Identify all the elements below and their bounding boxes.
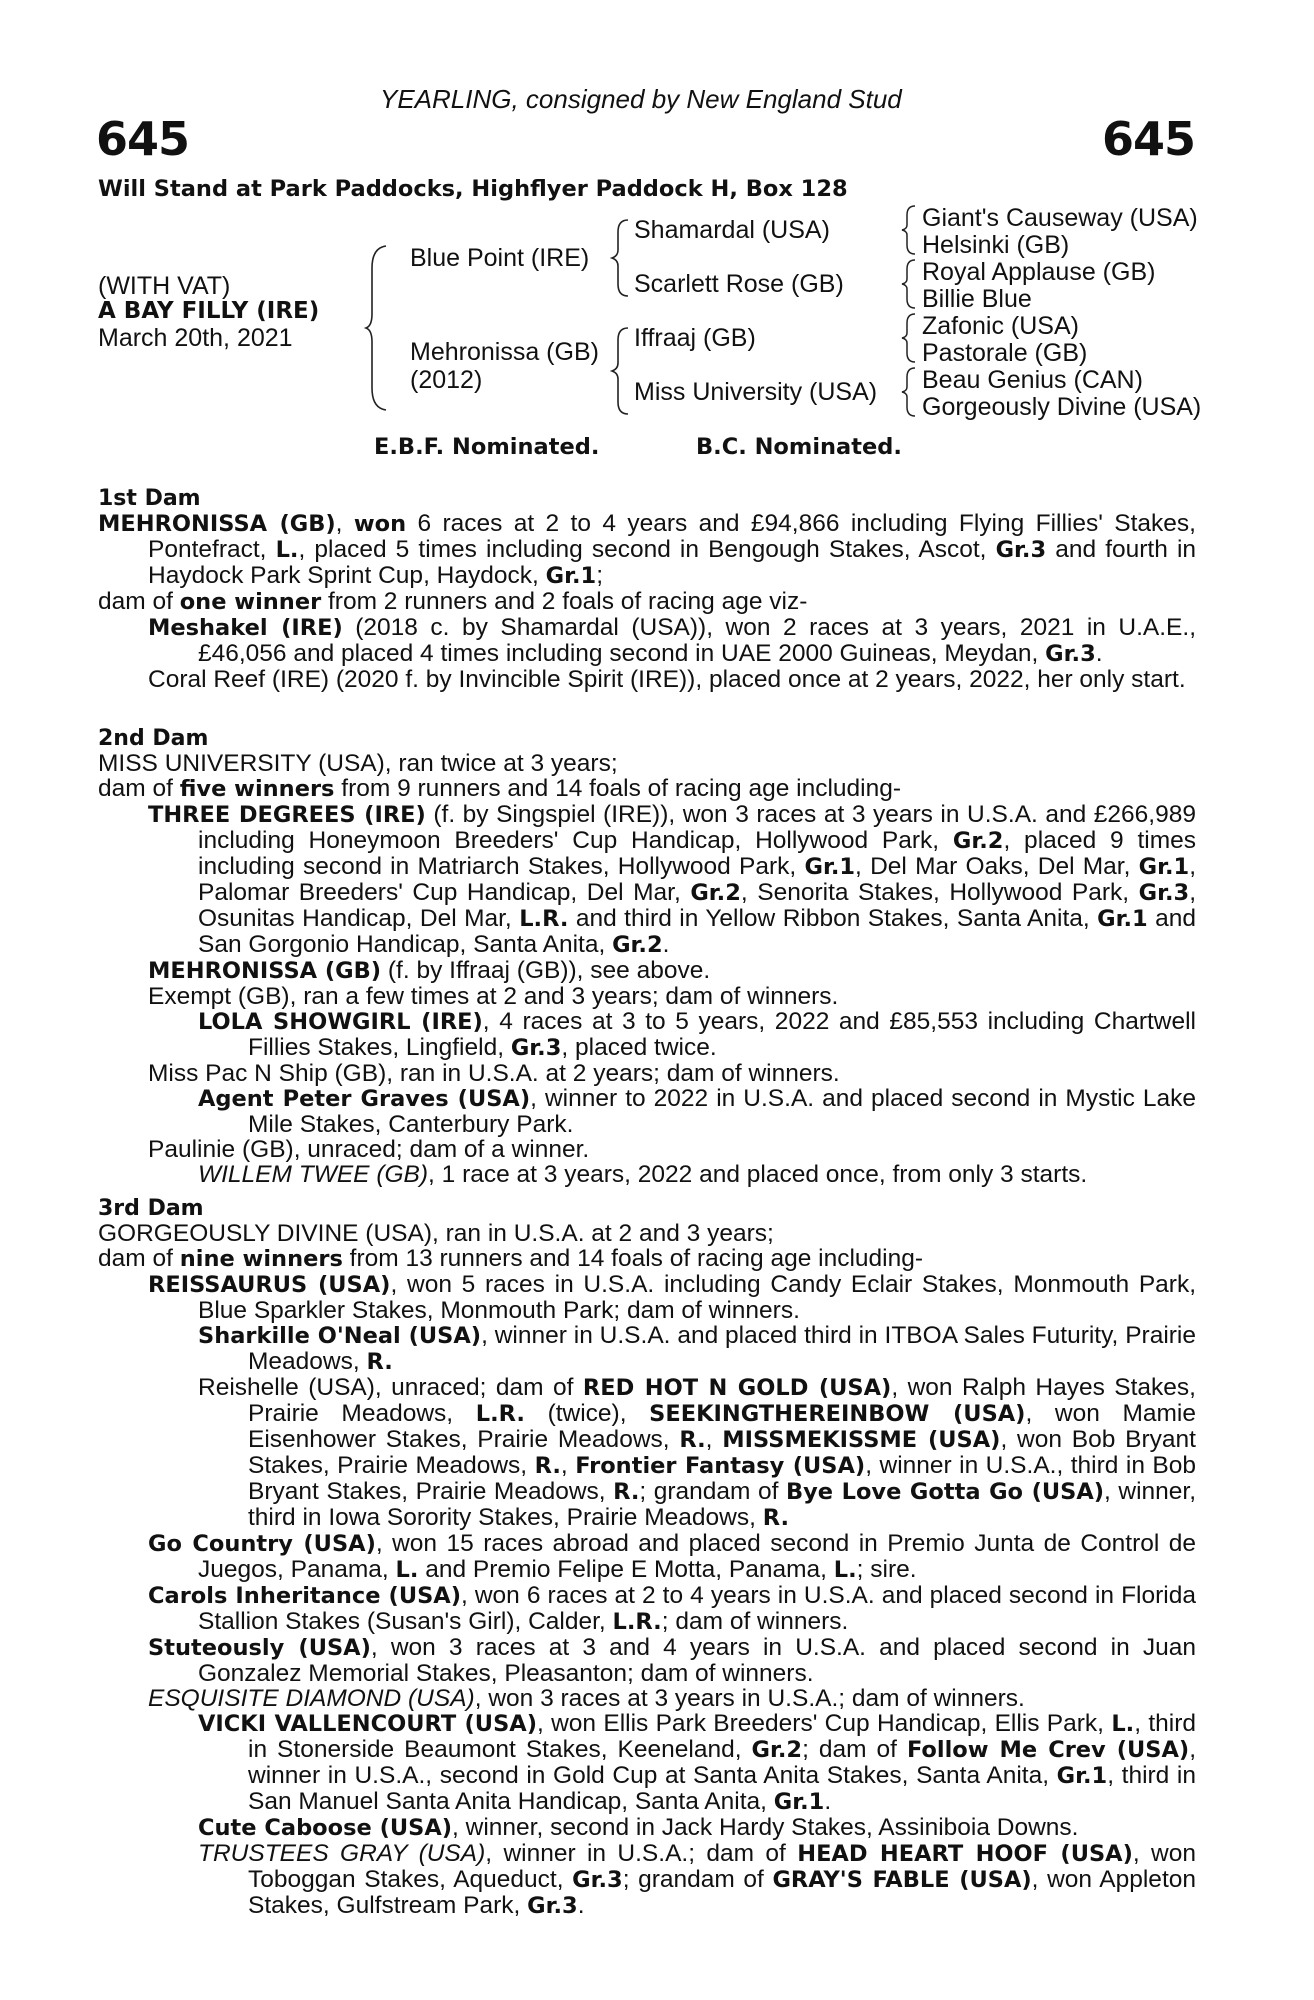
text: , won Ralph Hayes Stakes, Prairie Meadows, — [248, 1374, 1196, 1427]
text: (f. by Singspiel (IRE)), won 3 races at 3 years in U.S.A. and £266,989 including Honeymoon Breeders' Cup Handicap, Hollywood Park, — [198, 801, 1196, 854]
g3-ssd: Helsinki (GB) — [922, 231, 1070, 259]
text: from 9 runners and 14 foals of racing age including- — [341, 775, 902, 802]
race-grade: L.R. — [612, 1609, 662, 1635]
text: , — [560, 1452, 568, 1479]
text: , — [705, 1426, 713, 1453]
sire-name: Blue Point (IRE) — [410, 244, 590, 272]
third-dam-record: GORGEOUSLY DIVINE (USA), ran in U.S.A. at 2 and 3 years; — [98, 1220, 774, 1247]
third-dam-produce-summary — [98, 1246, 1196, 1272]
horse-name: ESQUISITE DIAMOND (USA) — [148, 1685, 475, 1712]
horse-name: RED HOT N GOLD (USA) — [582, 1375, 892, 1401]
horse-name: Go Country (USA) — [148, 1531, 376, 1557]
lot-number-right: 645 — [1102, 112, 1196, 166]
race-grade: L.R. — [519, 906, 569, 932]
text: ; sire. — [856, 1556, 917, 1583]
text: , third in San Manuel Santa Anita Handicap, Santa Anita, — [248, 1762, 1196, 1815]
race-grade: Gr.1 — [1056, 1763, 1108, 1789]
produce-entry — [98, 1323, 1196, 1375]
text: , winner in U.S.A. and placed third in ITBOA Sales Futurity, Prairie Meadows, — [248, 1322, 1196, 1375]
text: , Del Mar Oaks, Del Mar, — [855, 853, 1131, 880]
horse-name: VICKI VALLENCOURT (USA) — [198, 1711, 537, 1737]
produce-entry — [98, 1086, 1196, 1137]
race-grade: Gr.3 — [527, 1893, 578, 1919]
second-dam-record: MISS UNIVERSITY (USA), ran twice at 3 years; — [98, 750, 618, 777]
pedigree-brace-dam — [610, 326, 632, 416]
vat-note: (WITH VAT) — [98, 272, 231, 300]
race-grade: Gr.2 — [690, 880, 741, 906]
text: and San Gorgonio Handicap, Santa Anita, — [198, 905, 1197, 958]
horse-name: Meshakel (IRE) — [148, 615, 343, 641]
text: ; grandam of — [639, 1478, 779, 1505]
third-dam-section — [98, 1196, 1196, 1919]
text: ; dam of — [802, 1736, 897, 1763]
text: , winner, third in Iowa Sorority Stakes, Prairie Meadows, — [248, 1478, 1196, 1531]
text: from 13 runners and 14 foals of racing age including- — [349, 1245, 924, 1272]
text: . — [577, 1892, 585, 1919]
race-grade: Gr.2 — [952, 828, 1004, 854]
text: from 2 runners and 2 foals of racing age viz- — [328, 588, 808, 615]
produce-entry — [98, 1272, 1196, 1323]
race-grade: R. — [534, 1453, 561, 1479]
text: . — [662, 931, 670, 958]
text: . — [824, 1788, 832, 1815]
text: Coral Reef (IRE) (2020 f. by Invincible Spirit (IRE)), placed once at 2 years, 2022, her only start. — [148, 666, 1186, 693]
text: , winner in U.S.A.; dam of — [485, 1840, 786, 1867]
text: dam of — [98, 588, 173, 615]
horse-name: Frontier Fantasy (USA) — [575, 1453, 866, 1479]
text: Exempt (GB), ran a few times at 2 and 3 years; dam of winners. — [148, 983, 839, 1010]
pedigree-brace-g3-3 — [900, 312, 918, 364]
bc-nomination: B.C. Nominated. — [696, 434, 902, 460]
horse-name: REISSAURUS (USA) — [148, 1272, 391, 1298]
g3-sss: Giant's Causeway (USA) — [922, 204, 1198, 232]
pedigree-brace-main — [364, 244, 392, 412]
text: , won 5 races in U.S.A. including Candy Eclair Stakes, Monmouth Park, Blue Sparkler Stakes, Monmouth Park; dam of winners. — [198, 1271, 1196, 1324]
first-dam-section — [98, 486, 1196, 692]
pedigree-brace-g3-2 — [900, 258, 918, 310]
text: 6 races at 2 to 4 years and £94,866 including Flying Fillies' Stakes, Pontefract, — [148, 510, 1196, 563]
ebf-nomination: E.B.F. Nominated. — [374, 434, 600, 460]
horse-name: Sharkille O'Neal (USA) — [198, 1323, 482, 1349]
race-grade: L. — [275, 537, 299, 563]
produce-entry — [98, 1635, 1196, 1686]
dam-name: Mehronissa (GB) — [410, 338, 599, 366]
text: , won Ellis Park Breeders' Cup Handicap, Ellis Park, — [536, 1710, 1104, 1737]
text: , winner, second in Jack Hardy Stakes, Assiniboia Downs. — [452, 1814, 1079, 1841]
horse-name: MISSMEKISSME (USA) — [722, 1427, 1001, 1453]
catalogue-subtitle: YEARLING, consigned by New England Stud — [380, 84, 902, 114]
race-grade: Gr.1 — [545, 563, 597, 589]
first-dam-record: MEHRONISSA (GB), won 6 races at 2 to 4 years and £94,866 including Flying Fillies' Stakes, Pontefract, L., placed 5 times including second in Bengough Stakes, Ascot, Gr.3 and fourth in Haydock Park Sprint Cup, Haydock, Gr.1; — [98, 510, 1197, 589]
text: , Senorita Stakes, Hollywood Park, — [740, 879, 1130, 906]
text: , won Toboggan Stakes, Aqueduct, — [248, 1840, 1197, 1893]
g3-dds: Beau Genius (CAN) — [922, 366, 1143, 394]
text: (2018 c. by Shamardal (USA)), won 2 races at 3 years, 2021 in U.A.E., £46,056 and placed 4 times including second in UAE 2000 Guineas, Meydan, — [198, 614, 1197, 667]
produce-entry — [98, 1815, 1196, 1841]
produce-entry — [98, 1375, 1196, 1531]
stabling-location: Will Stand at Park Paddocks, Highflyer Paddock H, Box 128 — [98, 176, 848, 202]
first-dam-heading: 1st Dam — [98, 486, 201, 511]
produce-entry — [98, 1583, 1196, 1635]
race-grade: Gr.3 — [1045, 641, 1096, 667]
horse-name: A BAY FILLY (IRE) — [98, 298, 320, 324]
race-grade: Gr.3 — [1138, 880, 1190, 906]
race-grade: L. — [395, 1557, 419, 1583]
sire-sire: Shamardal (USA) — [634, 216, 830, 244]
produce-entry — [98, 615, 1196, 667]
dam-year: (2012) — [410, 366, 483, 394]
horse-name: WILLEM TWEE (GB) — [198, 1161, 429, 1188]
horse-name: Stuteously (USA) — [148, 1635, 371, 1661]
second-dam-section — [98, 726, 1196, 1187]
winners-count: one winner — [179, 589, 322, 615]
horse-name: LOLA SHOWGIRL (IRE) — [198, 1009, 483, 1035]
race-grade: Gr.1 — [804, 854, 856, 880]
race-grade: L. — [833, 1557, 857, 1583]
produce-entry — [98, 802, 1196, 958]
text: , winner to 2022 in U.S.A. and placed second in Mystic Lake Mile Stakes, Canterbury Park. — [248, 1085, 1197, 1138]
third-dam-heading: 3rd Dam — [98, 1196, 204, 1221]
produce-entry — [98, 1162, 1196, 1187]
race-grade: Gr.2 — [612, 932, 663, 958]
race-grade: L.R. — [475, 1401, 525, 1427]
lot-number-left: 645 — [96, 112, 190, 166]
text: , won Mamie Eisenhower Stakes, Prairie Meadows, — [248, 1400, 1196, 1453]
produce-entry — [98, 1841, 1196, 1919]
race-grade: R. — [762, 1505, 790, 1531]
horse-name: SEEKINGTHEREINBOW (USA) — [649, 1401, 1026, 1427]
text: Paulinie (GB), unraced; dam of a winner. — [148, 1136, 590, 1163]
text: , placed twice. — [561, 1034, 717, 1061]
text: dam of — [98, 775, 173, 802]
winners-count: five winners — [179, 776, 335, 802]
text: , 1 race at 3 years, 2022 and placed once, from only 3 starts. — [428, 1161, 1088, 1188]
dam-sire: Iffraaj (GB) — [634, 324, 756, 352]
text: , winner in U.S.A., second in Gold Cup at Santa Anita Stakes, Santa Anita, — [248, 1736, 1197, 1789]
race-grade: Gr.3 — [995, 537, 1047, 563]
horse-name: Bye Love Gotta Go (USA) — [785, 1479, 1105, 1505]
horse-name: Carols Inheritance (USA) — [148, 1583, 461, 1609]
produce-entry — [98, 1137, 1196, 1162]
first-dam-produce-summary — [98, 589, 1196, 615]
text: Reishelle (USA), unraced; dam of — [198, 1374, 574, 1401]
text: , won 3 races at 3 years in U.S.A.; dam of winners. — [474, 1685, 1025, 1712]
horse-name: GRAY'S FABLE (USA) — [772, 1867, 1032, 1893]
race-grade: Gr.3 — [510, 1035, 562, 1061]
text: , Palomar Breeders' Cup Handicap, Del Mar, — [198, 853, 1197, 906]
text: (twice), — [547, 1400, 627, 1427]
horse-name: THREE DEGREES (IRE) — [148, 802, 426, 828]
text: , winner in U.S.A., third in Bob Bryant Stakes, Prairie Meadows, — [248, 1452, 1197, 1505]
second-dam-produce-summary — [98, 776, 1196, 802]
text: , won Bob Bryant Stakes, Prairie Meadows, — [248, 1426, 1196, 1479]
text: and Premio Felipe E Motta, Panama, — [425, 1556, 827, 1583]
text: and third in Yellow Ribbon Stakes, Santa Anita, — [575, 905, 1090, 932]
text: , won 6 races at 2 to 4 years in U.S.A. and placed second in Florida Stallion Stakes (Susan's Girl), Calder, — [198, 1582, 1196, 1635]
pedigree-brace-g3-4 — [900, 366, 918, 418]
text: dam of — [98, 1245, 173, 1272]
horse-name: HEAD HEART HOOF (USA) — [797, 1841, 1133, 1867]
horse-name: TRUSTEES GRAY (USA) — [198, 1840, 486, 1867]
text: . — [1095, 640, 1103, 667]
text: (f. by Iffraaj (GB)), see above. — [387, 957, 711, 984]
won-word: won — [353, 511, 407, 537]
produce-entry — [98, 1061, 1196, 1086]
dam-dam: Miss University (USA) — [634, 378, 878, 406]
text: , placed 9 times including second in Matriarch Stakes, Hollywood Park, — [198, 827, 1196, 880]
race-grade: Gr.3 — [572, 1867, 623, 1893]
horse-name: Follow Me Crev (USA) — [906, 1737, 1190, 1763]
race-grade: R. — [679, 1427, 706, 1453]
race-grade: Gr.1 — [773, 1789, 825, 1815]
text: , 4 races at 3 to 5 years, 2022 and £85,553 including Chartwell Fillies Stakes, Lingfield, — [248, 1008, 1196, 1061]
g3-sdd: Billie Blue — [922, 285, 1032, 313]
produce-entry — [98, 1009, 1196, 1061]
produce-entry — [98, 1686, 1196, 1711]
second-dam-heading: 2nd Dam — [98, 726, 209, 751]
first-dam-name: MEHRONISSA (GB) — [98, 511, 336, 537]
text: , Osunitas Handicap, Del Mar, — [198, 879, 1197, 932]
winners-count: nine winners — [179, 1246, 343, 1272]
text: Miss Pac N Ship (GB), ran in U.S.A. at 2 years; dam of winners. — [148, 1060, 840, 1087]
sire-dam: Scarlett Rose (GB) — [634, 270, 844, 298]
race-grade: R. — [613, 1479, 640, 1505]
produce-entry — [98, 667, 1196, 692]
text: , won 15 races abroad and placed second in Premio Junta de Control de Juegos, Panama, — [198, 1530, 1197, 1583]
race-grade: Gr.1 — [1138, 854, 1190, 880]
horse-name: Agent Peter Graves (USA) — [198, 1086, 531, 1112]
text: ; dam of winners. — [661, 1608, 849, 1635]
text: , won Appleton Stakes, Gulfstream Park, — [248, 1866, 1196, 1919]
g3-dsd: Pastorale (GB) — [922, 339, 1088, 367]
horse-name: Cute Caboose (USA) — [198, 1815, 453, 1841]
race-grade: Gr.1 — [1097, 906, 1148, 932]
g3-dss: Zafonic (USA) — [922, 312, 1079, 340]
produce-entry — [98, 1711, 1196, 1815]
horse-name: MEHRONISSA (GB) — [148, 958, 382, 984]
pedigree-brace-sire — [610, 218, 632, 298]
produce-entry — [98, 1531, 1196, 1583]
text: ; grandam of — [622, 1866, 764, 1893]
foaling-date: March 20th, 2021 — [98, 324, 293, 352]
pedigree-brace-g3-1 — [900, 204, 918, 256]
text: , won 3 races at 3 and 4 years in U.S.A. and placed second in Juan Gonzalez Memorial Stakes, Pleasanton; dam of winners. — [198, 1634, 1197, 1687]
produce-entry — [98, 958, 1196, 984]
produce-entry — [98, 984, 1196, 1009]
race-grade: Gr.2 — [751, 1737, 803, 1763]
text: and fourth in Haydock Park Sprint Cup, Haydock, — [148, 536, 1197, 589]
race-grade: R. — [366, 1349, 393, 1375]
text: , placed 5 times including second in Bengough Stakes, Ascot, — [298, 536, 987, 563]
g3-sds: Royal Applause (GB) — [922, 258, 1156, 286]
g3-ddd: Gorgeously Divine (USA) — [922, 393, 1202, 421]
text: ; — [596, 562, 603, 589]
text: , third in Stonerside Beaumont Stakes, Keeneland, — [248, 1710, 1196, 1763]
race-grade: L. — [1111, 1711, 1135, 1737]
